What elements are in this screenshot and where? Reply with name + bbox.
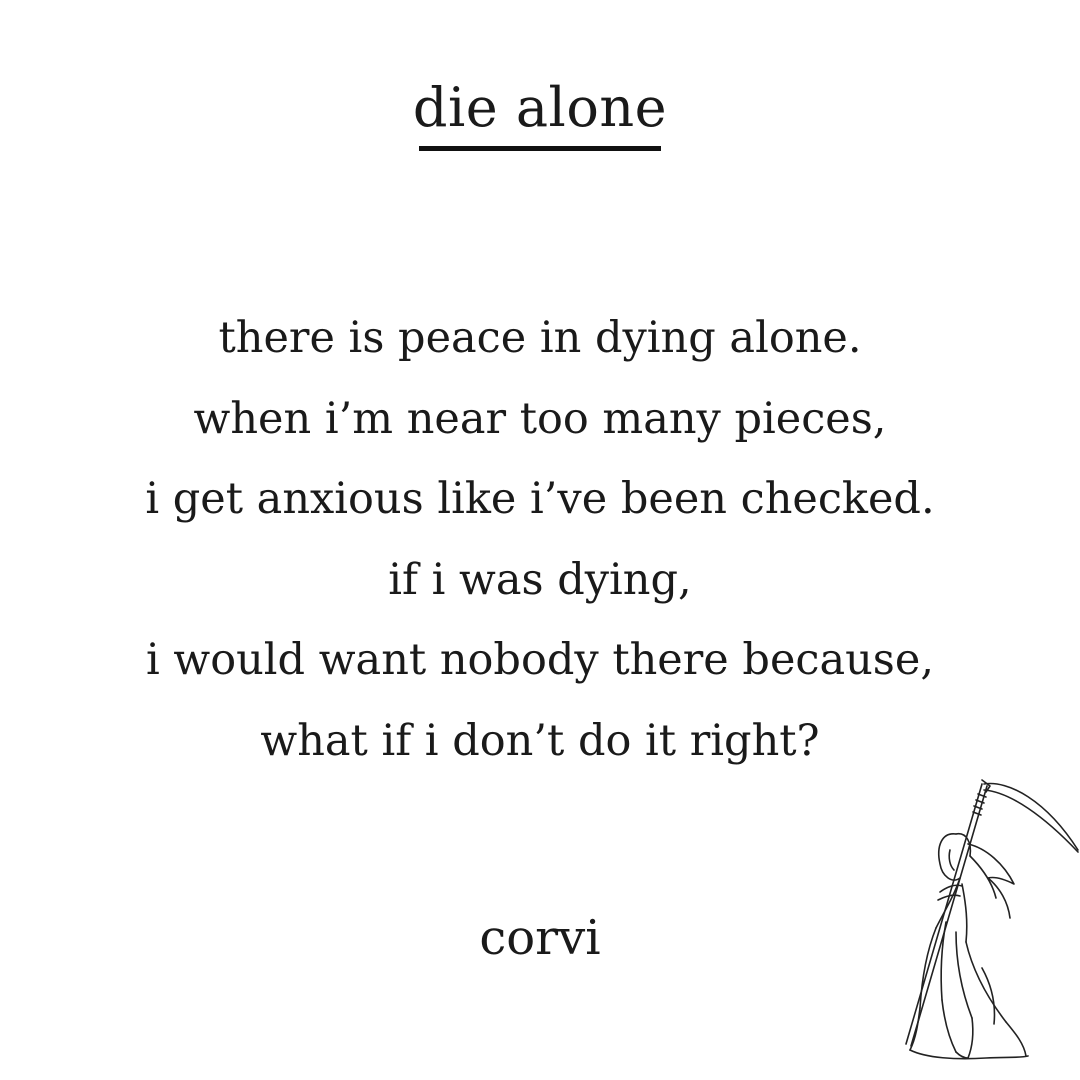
poem-line: what if i don’t do it right? bbox=[260, 715, 820, 766]
poem-line: when i’m near too many pieces, bbox=[193, 393, 887, 444]
poem-body bbox=[0, 298, 1080, 781]
poem-line: i would want nobody there because, bbox=[146, 635, 934, 685]
grim-reaper-illustration bbox=[896, 772, 1080, 1062]
poem-title-text: die alone bbox=[412, 76, 668, 139]
poem-title bbox=[0, 68, 1080, 148]
title-underline bbox=[419, 146, 661, 151]
author-signature: corvi bbox=[479, 910, 601, 966]
poem-line: there is peace in dying alone. bbox=[218, 313, 862, 363]
poem-line: i get anxious like i’ve been checked. bbox=[145, 474, 935, 524]
grim-reaper-icon bbox=[896, 772, 1080, 1062]
poem-line: if i was dying, bbox=[388, 554, 692, 605]
